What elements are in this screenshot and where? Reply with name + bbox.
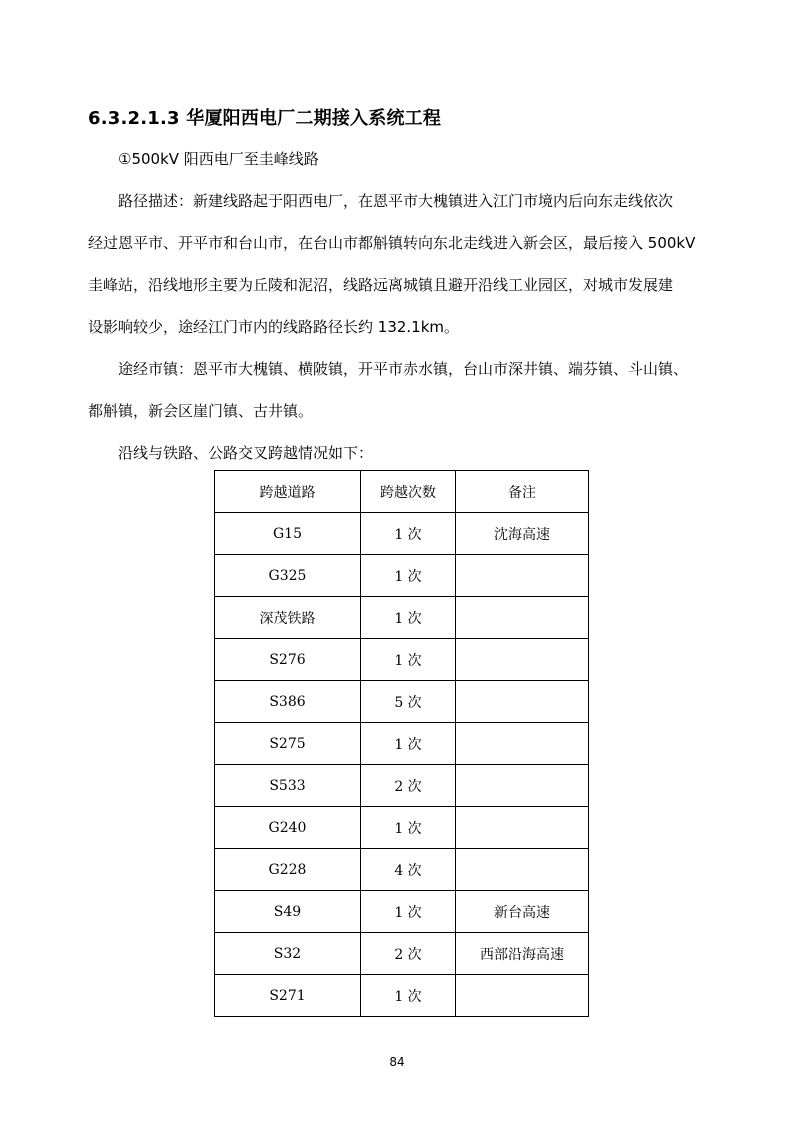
- cell-count: 1 次: [361, 891, 456, 933]
- table-row: [215, 933, 589, 975]
- cell-count: 1 次: [361, 639, 456, 681]
- cell-count: 1 次: [361, 555, 456, 597]
- cell-count: 1 次: [361, 807, 456, 849]
- subheading: ①500kV 阳西电厂至圭峰线路: [118, 150, 319, 168]
- table-row: [215, 975, 589, 1017]
- section-heading: 6.3.2.1.3 华厦阳西电厂二期接入系统工程: [88, 108, 442, 129]
- cell-count: 1 次: [361, 723, 456, 765]
- route-line-4: 设影响较少，途经江门市内的线路路径长约 132.1km。: [88, 318, 460, 336]
- crossing-table: [214, 470, 589, 1017]
- table-row: [215, 723, 589, 765]
- cell-note: [456, 765, 589, 807]
- cell-road: G240: [215, 807, 361, 849]
- table-row: [215, 765, 589, 807]
- route-line-2: 经过恩平市、开平市和台山市，在台山市都斛镇转向东北走线进入新会区，最后接入 500kV: [88, 234, 696, 252]
- route-line-1: 路径描述：新建线路起于阳西电厂，在恩平市大槐镇进入江门市境内后向东走线依次: [118, 192, 674, 210]
- cell-note: 西部沿海高速: [456, 933, 589, 975]
- page-number: 84: [389, 1055, 405, 1069]
- cell-road: S276: [215, 639, 361, 681]
- header-note: 备注: [456, 471, 589, 513]
- header-road: 跨越道路: [215, 471, 361, 513]
- table-row: [215, 807, 589, 849]
- table-row: [215, 597, 589, 639]
- cell-count: 1 次: [361, 975, 456, 1017]
- cell-count: 1 次: [361, 513, 456, 555]
- route-line-3: 圭峰站，沿线地形主要为丘陵和泥沼，线路远离城镇且避开沿线工业园区，对城市发展建: [88, 276, 674, 294]
- towns-line-2: 都斛镇，新会区崖门镇、古井镇。: [88, 402, 314, 420]
- cell-count: 2 次: [361, 765, 456, 807]
- cell-road: 深茂铁路: [215, 597, 361, 639]
- cell-note: [456, 975, 589, 1017]
- cell-road: S386: [215, 681, 361, 723]
- cell-note: [456, 723, 589, 765]
- cell-road: G15: [215, 513, 361, 555]
- cell-count: 5 次: [361, 681, 456, 723]
- cell-road: G325: [215, 555, 361, 597]
- table-intro: 沿线与铁路、公路交叉跨越情况如下：: [118, 444, 374, 462]
- table-row: [215, 891, 589, 933]
- table-row: [215, 513, 589, 555]
- cell-note: [456, 681, 589, 723]
- table-row: [215, 555, 589, 597]
- cell-road: S49: [215, 891, 361, 933]
- table-row: [215, 849, 589, 891]
- table-header-row: [215, 471, 589, 513]
- cell-count: 1 次: [361, 597, 456, 639]
- cell-count: 2 次: [361, 933, 456, 975]
- cell-note: 新台高速: [456, 891, 589, 933]
- header-count: 跨越次数: [361, 471, 456, 513]
- table-row: [215, 681, 589, 723]
- cell-note: [456, 639, 589, 681]
- cell-road: S533: [215, 765, 361, 807]
- towns-line-1: 途经市镇：恩平市大槐镇、横陂镇，开平市赤水镇，台山市深井镇、端芬镇、斗山镇、: [118, 360, 689, 378]
- table-row: [215, 639, 589, 681]
- cell-note: [456, 597, 589, 639]
- cell-road: S271: [215, 975, 361, 1017]
- cell-note: [456, 807, 589, 849]
- cell-road: S275: [215, 723, 361, 765]
- cell-road: S32: [215, 933, 361, 975]
- cell-note: 沈海高速: [456, 513, 589, 555]
- cell-note: [456, 555, 589, 597]
- cell-note: [456, 849, 589, 891]
- cell-count: 4 次: [361, 849, 456, 891]
- cell-road: G228: [215, 849, 361, 891]
